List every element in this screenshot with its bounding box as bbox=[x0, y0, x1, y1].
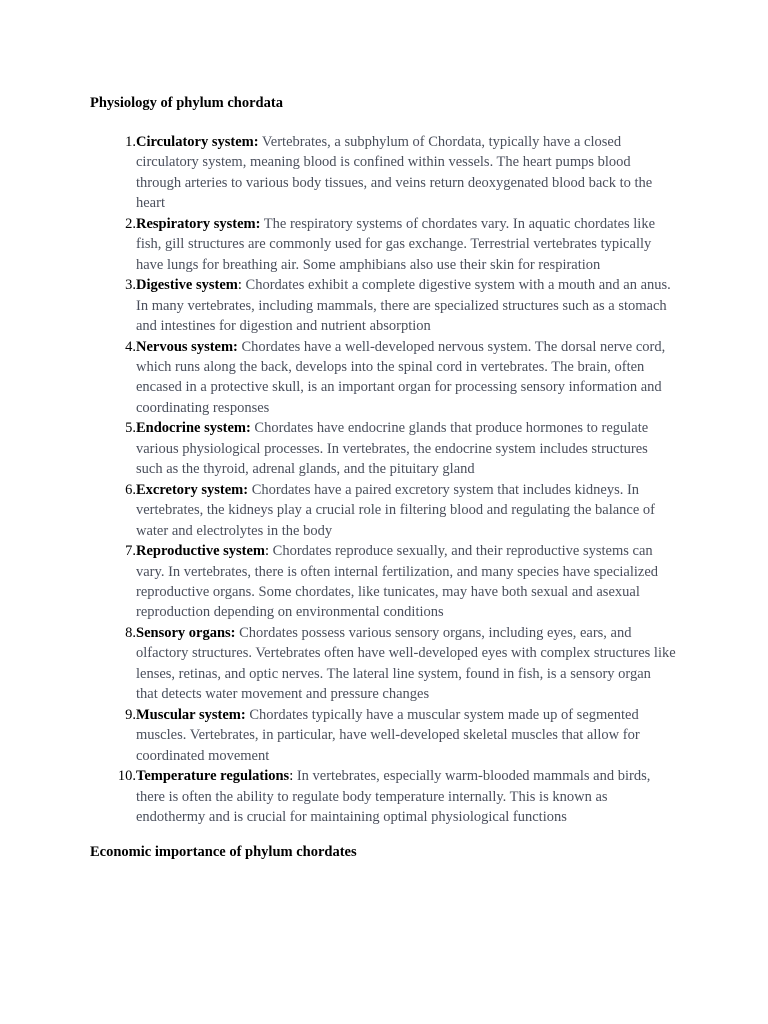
list-item-content bbox=[136, 705, 676, 766]
list-item-number: 6. bbox=[125, 481, 136, 498]
list-item-number: 4. bbox=[125, 338, 136, 355]
list-item-term: Digestive system bbox=[136, 277, 238, 294]
list-item-number: 7. bbox=[125, 543, 136, 560]
list-item-term: Excretory system: bbox=[136, 481, 249, 498]
list-item bbox=[90, 766, 690, 827]
list-item-content bbox=[136, 275, 676, 336]
list-item-content bbox=[136, 214, 676, 275]
list-item bbox=[90, 418, 690, 479]
list-item-number: 2. bbox=[125, 215, 136, 232]
list-item-term: Respiratory system: bbox=[136, 215, 261, 232]
section-heading-physiology: Physiology of phylum chordata bbox=[90, 95, 283, 111]
list-item-term: Nervous system: bbox=[136, 338, 238, 355]
list-item-text: Chordates exhibit a complete digestive system with a mouth and an anus. In many vertebrates, including mammals, there are specialized structures such as a stomach and intestines for digestion and nutrient absorption bbox=[136, 277, 671, 335]
list-item-separator: : bbox=[289, 768, 294, 785]
section-heading-economic-importance: Economic importance of phylum chordates bbox=[90, 844, 357, 860]
list-item-number: 5. bbox=[125, 420, 136, 437]
list-item-term: Sensory organs: bbox=[136, 624, 236, 641]
list-item-text: Chordates reproduce sexually, and their reproductive systems can vary. In vertebrates, there is often internal fertilization, and many species have specialized reproductive organs. Some chordates, like tunicates, may have both sexual and asexual reproduction depending on environmental conditions bbox=[136, 543, 659, 621]
list-item-separator: : bbox=[237, 277, 242, 294]
list-item-term: Circulatory system: bbox=[136, 134, 259, 150]
list-item-text: Chordates have endocrine glands that produce hormones to regulate various physiological processes. In vertebrates, the endocrine system includes structures such as the thyroid, adrenal glands, and the pituitary gland bbox=[136, 420, 649, 478]
list-item-number: 9. bbox=[125, 706, 136, 723]
list-item-content bbox=[136, 132, 676, 214]
list-item-number: 10. bbox=[117, 768, 136, 785]
list-item-text: Vertebrates, a subphylum of Chordata, typically have a closed circulatory system, meaning blood is confined within vessels. The heart pumps blood through arteries to various body tissues, and veins return deoxygenated blood back to the heart bbox=[136, 134, 653, 212]
list-item-content bbox=[136, 480, 676, 541]
list-item-term: Reproductive system bbox=[136, 543, 266, 560]
list-item-content bbox=[136, 541, 676, 623]
list-item-term: Muscular system: bbox=[136, 706, 246, 723]
list-item-text: The respiratory systems of chordates vary. In aquatic chordates like fish, gill structures are commonly used for gas exchange. Terrestrial vertebrates typically have lungs for breathing air. Some amphibians also use their skin for respiration bbox=[136, 215, 656, 273]
list-item-content bbox=[136, 623, 676, 705]
list-item-text: Chordates possess various sensory organs, including eyes, ears, and olfactory structures. Vertebrates often have well-developed eyes with complex structures like lenses, retinas, and optic nerves. The lateral line system, found in fish, is a sensory organ that detects water movement and pressure changes bbox=[136, 624, 676, 703]
list-item-number: 1. bbox=[125, 134, 136, 150]
list-item-number: 8. bbox=[125, 624, 136, 641]
list-item bbox=[90, 337, 690, 419]
list-item-content bbox=[136, 766, 676, 827]
list-item-separator: : bbox=[265, 543, 270, 560]
list-item-term: Temperature regulations bbox=[136, 768, 290, 785]
list-item-text: Chordates have a well-developed nervous system. The dorsal nerve cord, which runs along the back, develops into the spinal cord in vertebrates. The brain, often encased in a protective skull, is an important organ for processing sensory information and coordinating responses bbox=[136, 338, 666, 416]
list-item-content bbox=[136, 337, 676, 419]
list-item bbox=[90, 480, 690, 541]
list-item bbox=[90, 541, 690, 623]
list-item-content bbox=[136, 418, 676, 479]
list-item-text: Chordates have a paired excretory system that includes kidneys. In vertebrates, the kidneys play a crucial role in filtering blood and regulating the balance of water and electrolytes in the body bbox=[136, 481, 655, 539]
list-item-text: Chordates typically have a muscular system made up of segmented muscles. Vertebrates, in particular, have well-developed skeletal muscles that allow for coordinated movement bbox=[136, 706, 640, 764]
physiology-list bbox=[90, 132, 690, 827]
list-item bbox=[90, 132, 690, 214]
list-item bbox=[90, 705, 690, 766]
list-item bbox=[90, 623, 690, 705]
list-item-text: In vertebrates, especially warm-blooded mammals and birds, there is often the ability to regulate body temperature internally. This is known as endothermy and is crucial for maintaining optimal physiological functions bbox=[136, 768, 651, 825]
list-item bbox=[90, 214, 690, 275]
list-item-term: Endocrine system: bbox=[136, 420, 251, 437]
list-item bbox=[90, 275, 690, 336]
list-item-number: 3. bbox=[125, 277, 136, 294]
